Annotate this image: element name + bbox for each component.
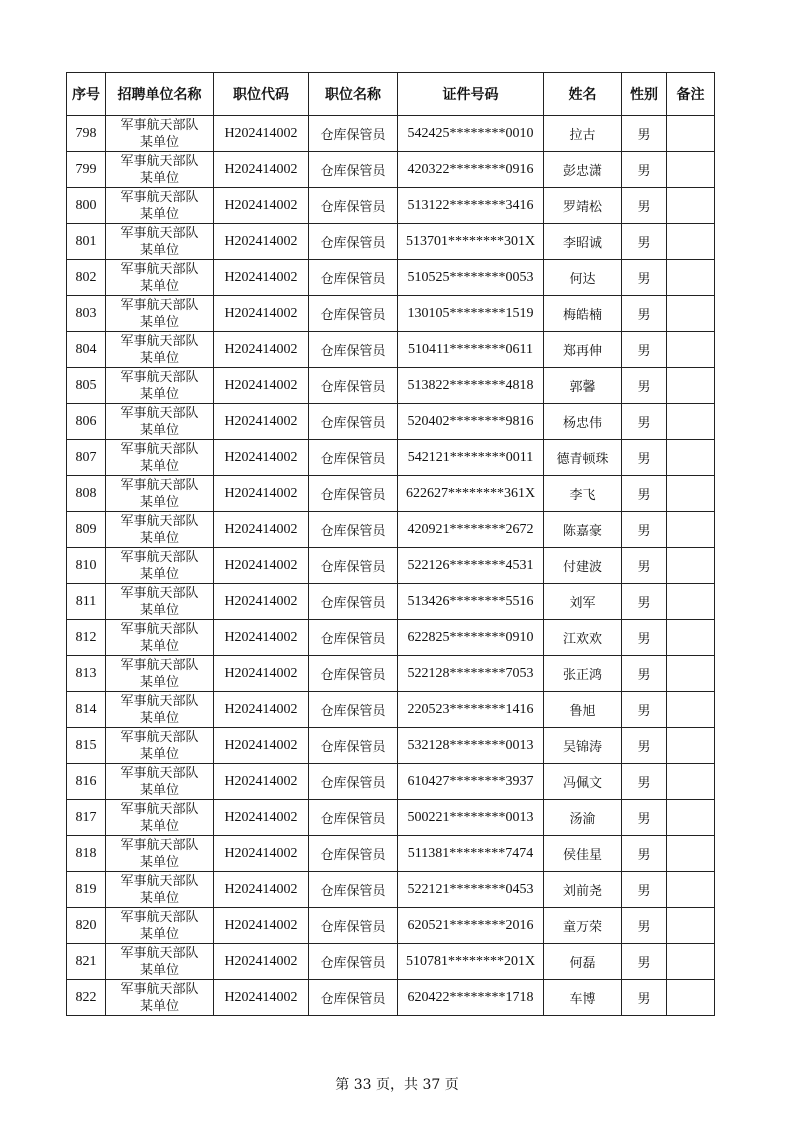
- code-cell: H202414002: [214, 512, 309, 548]
- table-row: [67, 656, 715, 692]
- unit-cell: [106, 548, 214, 584]
- position-cell: 仓库保管员: [309, 872, 398, 908]
- code-cell: H202414002: [214, 728, 309, 764]
- note-cell: [667, 656, 715, 692]
- unit-cell: [106, 692, 214, 728]
- header-id: 证件号码: [398, 73, 544, 116]
- seq-cell: 817: [67, 800, 106, 836]
- unit-name-line2: 某单位: [139, 350, 179, 366]
- name-cell: 德青顿珠: [544, 440, 622, 476]
- code-cell: H202414002: [214, 656, 309, 692]
- seq-cell: 819: [67, 872, 106, 908]
- id-cell: 220523********1416: [398, 692, 544, 728]
- gender-cell: 男: [622, 872, 667, 908]
- table-row: [67, 152, 715, 188]
- unit-name-line2: 某单位: [139, 206, 179, 222]
- gender-cell: 男: [622, 512, 667, 548]
- unit-name-line2: 某单位: [139, 530, 179, 546]
- seq-cell: 799: [67, 152, 106, 188]
- seq-cell: 798: [67, 116, 106, 152]
- table-row: [67, 476, 715, 512]
- position-cell: 仓库保管员: [309, 980, 398, 1016]
- header-unit: 招聘单位名称: [106, 73, 214, 116]
- unit-cell: [106, 836, 214, 872]
- code-cell: H202414002: [214, 548, 309, 584]
- unit-name-line2: 某单位: [139, 710, 179, 726]
- gender-cell: 男: [622, 980, 667, 1016]
- unit-name-line2: 某单位: [139, 782, 179, 798]
- position-cell: 仓库保管员: [309, 944, 398, 980]
- note-cell: [667, 764, 715, 800]
- unit-cell: [106, 296, 214, 332]
- position-cell: 仓库保管员: [309, 620, 398, 656]
- name-cell: 郭馨: [544, 368, 622, 404]
- unit-cell: [106, 152, 214, 188]
- note-cell: [667, 224, 715, 260]
- unit-name-line2: 某单位: [139, 170, 179, 186]
- table-row: [67, 980, 715, 1016]
- table-row: [67, 836, 715, 872]
- unit-cell: [106, 260, 214, 296]
- position-cell: 仓库保管员: [309, 836, 398, 872]
- id-cell: 420921********2672: [398, 512, 544, 548]
- gender-cell: 男: [622, 440, 667, 476]
- seq-cell: 801: [67, 224, 106, 260]
- gender-cell: 男: [622, 548, 667, 584]
- name-cell: 刘前尧: [544, 872, 622, 908]
- note-cell: [667, 512, 715, 548]
- code-cell: H202414002: [214, 188, 309, 224]
- header-note: 备注: [667, 73, 715, 116]
- gender-cell: 男: [622, 188, 667, 224]
- name-cell: 杨忠伟: [544, 404, 622, 440]
- gender-cell: 男: [622, 224, 667, 260]
- unit-cell: [106, 188, 214, 224]
- unit-cell: [106, 980, 214, 1016]
- id-cell: 622627********361X: [398, 476, 544, 512]
- gender-cell: 男: [622, 728, 667, 764]
- id-cell: 532128********0013: [398, 728, 544, 764]
- unit-name-line2: 某单位: [139, 674, 179, 690]
- table-row: [67, 944, 715, 980]
- position-cell: 仓库保管员: [309, 908, 398, 944]
- position-cell: 仓库保管员: [309, 512, 398, 548]
- code-cell: H202414002: [214, 980, 309, 1016]
- seq-cell: 811: [67, 584, 106, 620]
- code-cell: H202414002: [214, 944, 309, 980]
- position-cell: 仓库保管员: [309, 260, 398, 296]
- id-cell: 513426********5516: [398, 584, 544, 620]
- unit-cell: [106, 332, 214, 368]
- position-cell: 仓库保管员: [309, 656, 398, 692]
- id-cell: 522121********0453: [398, 872, 544, 908]
- header-code: 职位代码: [214, 73, 309, 116]
- id-cell: 513122********3416: [398, 188, 544, 224]
- table-row: [67, 908, 715, 944]
- id-cell: 522128********7053: [398, 656, 544, 692]
- unit-cell: [106, 764, 214, 800]
- table-row: [67, 692, 715, 728]
- id-cell: 622825********0910: [398, 620, 544, 656]
- gender-cell: 男: [622, 764, 667, 800]
- unit-name-line2: 某单位: [139, 242, 179, 258]
- seq-cell: 810: [67, 548, 106, 584]
- id-cell: 511381********7474: [398, 836, 544, 872]
- gender-cell: 男: [622, 368, 667, 404]
- unit-name-line1: 军事航天部队: [120, 693, 199, 709]
- gender-cell: 男: [622, 692, 667, 728]
- unit-name-line2: 某单位: [139, 566, 179, 582]
- unit-name-line2: 某单位: [139, 422, 179, 438]
- unit-name-line1: 军事航天部队: [120, 117, 199, 133]
- unit-cell: [106, 944, 214, 980]
- position-cell: 仓库保管员: [309, 116, 398, 152]
- candidate-table: [66, 72, 715, 1016]
- unit-cell: [106, 440, 214, 476]
- note-cell: [667, 332, 715, 368]
- code-cell: H202414002: [214, 332, 309, 368]
- code-cell: H202414002: [214, 764, 309, 800]
- gender-cell: 男: [622, 620, 667, 656]
- name-cell: 郑再伸: [544, 332, 622, 368]
- id-cell: 620521********2016: [398, 908, 544, 944]
- table-row: [67, 548, 715, 584]
- unit-name-line1: 军事航天部队: [120, 513, 199, 529]
- table-row: [67, 332, 715, 368]
- id-cell: 510781********201X: [398, 944, 544, 980]
- code-cell: H202414002: [214, 404, 309, 440]
- header-seq: 序号: [67, 73, 106, 116]
- gender-cell: 男: [622, 908, 667, 944]
- gender-cell: 男: [622, 836, 667, 872]
- gender-cell: 男: [622, 260, 667, 296]
- name-cell: 拉古: [544, 116, 622, 152]
- code-cell: H202414002: [214, 260, 309, 296]
- unit-name-line1: 军事航天部队: [120, 225, 199, 241]
- gender-cell: 男: [622, 152, 667, 188]
- id-cell: 513701********301X: [398, 224, 544, 260]
- unit-name-line2: 某单位: [139, 818, 179, 834]
- unit-name-line1: 军事航天部队: [120, 837, 199, 853]
- header-name: 姓名: [544, 73, 622, 116]
- seq-cell: 804: [67, 332, 106, 368]
- note-cell: [667, 620, 715, 656]
- code-cell: H202414002: [214, 692, 309, 728]
- unit-name-line2: 某单位: [139, 134, 179, 150]
- seq-cell: 802: [67, 260, 106, 296]
- table-header-row: [67, 73, 715, 116]
- code-cell: H202414002: [214, 836, 309, 872]
- seq-cell: 813: [67, 656, 106, 692]
- table-body: [67, 116, 715, 1016]
- code-cell: H202414002: [214, 224, 309, 260]
- table-row: [67, 764, 715, 800]
- gender-cell: 男: [622, 404, 667, 440]
- name-cell: 李飞: [544, 476, 622, 512]
- note-cell: [667, 188, 715, 224]
- id-cell: 513822********4818: [398, 368, 544, 404]
- unit-cell: [106, 584, 214, 620]
- note-cell: [667, 260, 715, 296]
- header-position: 职位名称: [309, 73, 398, 116]
- table-row: [67, 512, 715, 548]
- position-cell: 仓库保管员: [309, 332, 398, 368]
- unit-name-line1: 军事航天部队: [120, 801, 199, 817]
- candidate-table-container: [66, 72, 715, 1016]
- table-row: [67, 728, 715, 764]
- unit-name-line2: 某单位: [139, 314, 179, 330]
- note-cell: [667, 908, 715, 944]
- seq-cell: 805: [67, 368, 106, 404]
- code-cell: H202414002: [214, 296, 309, 332]
- name-cell: 江欢欢: [544, 620, 622, 656]
- table-row: [67, 584, 715, 620]
- code-cell: H202414002: [214, 116, 309, 152]
- note-cell: [667, 296, 715, 332]
- unit-name-line1: 军事航天部队: [120, 945, 199, 961]
- unit-name-line1: 军事航天部队: [120, 405, 199, 421]
- unit-cell: [106, 872, 214, 908]
- id-cell: 420322********0916: [398, 152, 544, 188]
- name-cell: 童万荣: [544, 908, 622, 944]
- id-cell: 510525********0053: [398, 260, 544, 296]
- note-cell: [667, 836, 715, 872]
- note-cell: [667, 944, 715, 980]
- unit-cell: [106, 908, 214, 944]
- seq-cell: 820: [67, 908, 106, 944]
- unit-name-line1: 军事航天部队: [120, 621, 199, 637]
- name-cell: 鲁旭: [544, 692, 622, 728]
- position-cell: 仓库保管员: [309, 764, 398, 800]
- name-cell: 何达: [544, 260, 622, 296]
- position-cell: 仓库保管员: [309, 368, 398, 404]
- note-cell: [667, 584, 715, 620]
- name-cell: 梅皓楠: [544, 296, 622, 332]
- name-cell: 彭忠潇: [544, 152, 622, 188]
- unit-name-line2: 某单位: [139, 998, 179, 1014]
- unit-name-line2: 某单位: [139, 638, 179, 654]
- table-row: [67, 800, 715, 836]
- unit-name-line1: 军事航天部队: [120, 441, 199, 457]
- gender-cell: 男: [622, 584, 667, 620]
- position-cell: 仓库保管员: [309, 224, 398, 260]
- unit-name-line1: 军事航天部队: [120, 369, 199, 385]
- position-cell: 仓库保管员: [309, 584, 398, 620]
- position-cell: 仓库保管员: [309, 728, 398, 764]
- name-cell: 刘军: [544, 584, 622, 620]
- gender-cell: 男: [622, 296, 667, 332]
- gender-cell: 男: [622, 332, 667, 368]
- unit-name-line1: 军事航天部队: [120, 261, 199, 277]
- unit-cell: [106, 620, 214, 656]
- position-cell: 仓库保管员: [309, 692, 398, 728]
- unit-name-line2: 某单位: [139, 854, 179, 870]
- position-cell: 仓库保管员: [309, 404, 398, 440]
- unit-cell: [106, 476, 214, 512]
- name-cell: 冯佩文: [544, 764, 622, 800]
- unit-name-line2: 某单位: [139, 602, 179, 618]
- note-cell: [667, 152, 715, 188]
- unit-cell: [106, 404, 214, 440]
- unit-name-line1: 军事航天部队: [120, 297, 199, 313]
- unit-name-line1: 军事航天部队: [120, 189, 199, 205]
- code-cell: H202414002: [214, 368, 309, 404]
- position-cell: 仓库保管员: [309, 548, 398, 584]
- unit-cell: [106, 656, 214, 692]
- name-cell: 汤渝: [544, 800, 622, 836]
- unit-name-line2: 某单位: [139, 926, 179, 942]
- unit-name-line1: 军事航天部队: [120, 333, 199, 349]
- name-cell: 张正鸿: [544, 656, 622, 692]
- code-cell: H202414002: [214, 908, 309, 944]
- name-cell: 陈嘉豪: [544, 512, 622, 548]
- unit-cell: [106, 224, 214, 260]
- seq-cell: 821: [67, 944, 106, 980]
- seq-cell: 800: [67, 188, 106, 224]
- table-row: [67, 620, 715, 656]
- gender-cell: 男: [622, 116, 667, 152]
- id-cell: 500221********0013: [398, 800, 544, 836]
- position-cell: 仓库保管员: [309, 188, 398, 224]
- id-cell: 522126********4531: [398, 548, 544, 584]
- code-cell: H202414002: [214, 620, 309, 656]
- id-cell: 520402********9816: [398, 404, 544, 440]
- seq-cell: 822: [67, 980, 106, 1016]
- table-row: [67, 440, 715, 476]
- unit-name-line2: 某单位: [139, 962, 179, 978]
- position-cell: 仓库保管员: [309, 800, 398, 836]
- position-cell: 仓库保管员: [309, 296, 398, 332]
- table-row: [67, 872, 715, 908]
- unit-name-line2: 某单位: [139, 386, 179, 402]
- gender-cell: 男: [622, 800, 667, 836]
- note-cell: [667, 116, 715, 152]
- name-cell: 李昭诚: [544, 224, 622, 260]
- table-row: [67, 260, 715, 296]
- unit-name-line1: 军事航天部队: [120, 657, 199, 673]
- code-cell: H202414002: [214, 440, 309, 476]
- seq-cell: 815: [67, 728, 106, 764]
- note-cell: [667, 980, 715, 1016]
- gender-cell: 男: [622, 476, 667, 512]
- id-cell: 130105********1519: [398, 296, 544, 332]
- position-cell: 仓库保管员: [309, 440, 398, 476]
- name-cell: 车博: [544, 980, 622, 1016]
- unit-name-line1: 军事航天部队: [120, 549, 199, 565]
- page-number: 第 33 页，共 37 页: [335, 1077, 459, 1093]
- name-cell: 付建波: [544, 548, 622, 584]
- note-cell: [667, 872, 715, 908]
- position-cell: 仓库保管员: [309, 476, 398, 512]
- gender-cell: 男: [622, 944, 667, 980]
- code-cell: H202414002: [214, 476, 309, 512]
- unit-name-line2: 某单位: [139, 278, 179, 294]
- unit-name-line1: 军事航天部队: [120, 153, 199, 169]
- code-cell: H202414002: [214, 152, 309, 188]
- id-cell: 542121********0011: [398, 440, 544, 476]
- table-row: [67, 188, 715, 224]
- seq-cell: 809: [67, 512, 106, 548]
- note-cell: [667, 404, 715, 440]
- seq-cell: 808: [67, 476, 106, 512]
- note-cell: [667, 476, 715, 512]
- unit-name-line2: 某单位: [139, 746, 179, 762]
- id-cell: 510411********0611: [398, 332, 544, 368]
- note-cell: [667, 368, 715, 404]
- unit-cell: [106, 512, 214, 548]
- unit-name-line1: 军事航天部队: [120, 729, 199, 745]
- note-cell: [667, 800, 715, 836]
- seq-cell: 803: [67, 296, 106, 332]
- unit-cell: [106, 116, 214, 152]
- unit-name-line1: 军事航天部队: [120, 765, 199, 781]
- table-row: [67, 368, 715, 404]
- table-row: [67, 224, 715, 260]
- unit-name-line1: 军事航天部队: [120, 585, 199, 601]
- position-cell: 仓库保管员: [309, 152, 398, 188]
- unit-name-line2: 某单位: [139, 890, 179, 906]
- name-cell: 罗靖松: [544, 188, 622, 224]
- unit-cell: [106, 800, 214, 836]
- id-cell: 610427********3937: [398, 764, 544, 800]
- unit-name-line1: 军事航天部队: [120, 873, 199, 889]
- header-gender: 性别: [622, 73, 667, 116]
- unit-cell: [106, 368, 214, 404]
- seq-cell: 807: [67, 440, 106, 476]
- seq-cell: 812: [67, 620, 106, 656]
- name-cell: 何磊: [544, 944, 622, 980]
- gender-cell: 男: [622, 656, 667, 692]
- table-row: [67, 116, 715, 152]
- seq-cell: 806: [67, 404, 106, 440]
- unit-name-line1: 军事航天部队: [120, 477, 199, 493]
- unit-cell: [106, 728, 214, 764]
- unit-name-line2: 某单位: [139, 458, 179, 474]
- note-cell: [667, 692, 715, 728]
- unit-name-line1: 军事航天部队: [120, 981, 199, 997]
- note-cell: [667, 548, 715, 584]
- unit-name-line2: 某单位: [139, 494, 179, 510]
- seq-cell: 814: [67, 692, 106, 728]
- seq-cell: 818: [67, 836, 106, 872]
- table-row: [67, 404, 715, 440]
- id-cell: 542425********0010: [398, 116, 544, 152]
- seq-cell: 816: [67, 764, 106, 800]
- id-cell: 620422********1718: [398, 980, 544, 1016]
- name-cell: 侯佳星: [544, 836, 622, 872]
- name-cell: 吴锦涛: [544, 728, 622, 764]
- code-cell: H202414002: [214, 872, 309, 908]
- code-cell: H202414002: [214, 584, 309, 620]
- unit-name-line1: 军事航天部队: [120, 909, 199, 925]
- code-cell: H202414002: [214, 800, 309, 836]
- note-cell: [667, 440, 715, 476]
- table-row: [67, 296, 715, 332]
- note-cell: [667, 728, 715, 764]
